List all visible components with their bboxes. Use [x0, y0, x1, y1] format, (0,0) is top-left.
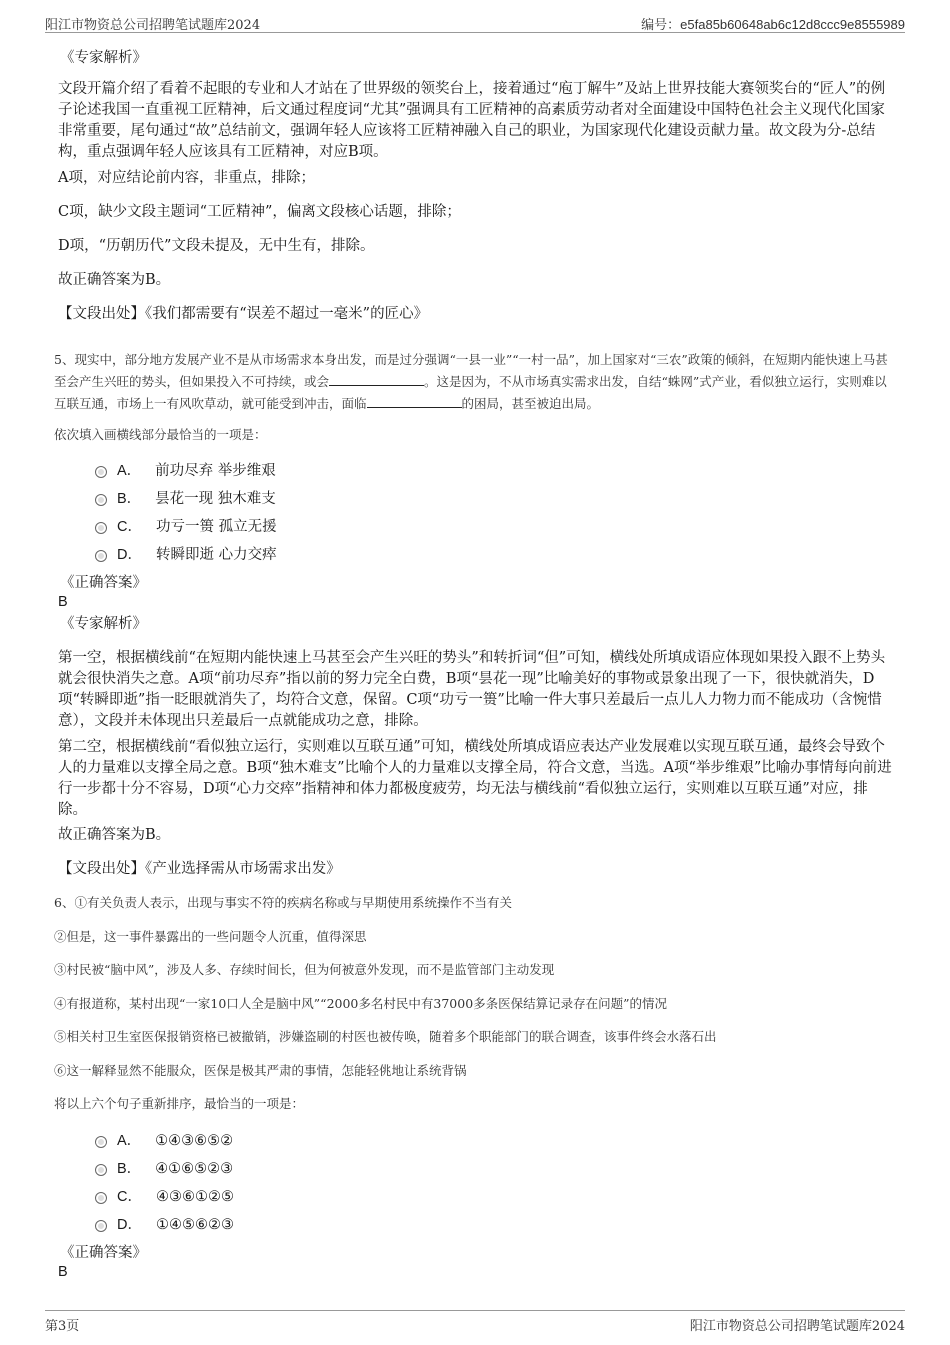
radio-icon[interactable]	[95, 466, 107, 478]
page-number: 第3页	[45, 1319, 80, 1334]
expert-analysis-label: 《专家解析》	[60, 50, 147, 66]
page-footer	[45, 1310, 905, 1335]
q6-option-d[interactable]: D． ①④⑤⑥②③	[95, 1215, 234, 1235]
q5-answer-label: 《正确答案》	[60, 575, 147, 591]
q6-answer: B	[58, 1264, 68, 1280]
q5-stem: 5、现实中，部分地方发展产业不是从市场需求本身出发，而是过分强调“一县一业”“一村一品”，加上国家对“三农”政策的倾斜，在短期内能快速上马甚至会产生兴旺的势头，但如果投入不可持续，或会 。这是因为，不从市场真实需求出发，自结“蛛网”式产业，看似独立运行，实则难以互联互通，市场上一有风吹草动，就可能受到冲击，面临 的困局，甚至被迫出局。	[54, 352, 888, 411]
radio-icon[interactable]	[95, 494, 107, 506]
q6-sentence-4: ④有报道称，某村出现“一家10口人全是脑中风”“2000多名村民中有37000多条医保结算记录存在问题”的情况	[54, 996, 668, 1011]
analysis-conclusion: 故正确答案为B。	[58, 272, 171, 288]
q5-option-b[interactable]: B． 昙花一现 独木难支	[95, 489, 276, 509]
radio-icon[interactable]	[95, 522, 107, 534]
radio-icon[interactable]	[95, 1164, 107, 1176]
q5-blank-1	[329, 371, 424, 386]
q6-option-c[interactable]: C． ④③⑥①②⑤	[95, 1187, 234, 1207]
source-citation: 【文段出处】《我们都需要有“误差不超过一毫米”的匠心》	[58, 306, 429, 322]
q5-option-d[interactable]: D． 转瞬即逝 心力交瘁	[95, 545, 277, 565]
q5-prompt: 依次填入画横线部分最恰当的一项是：	[54, 427, 267, 442]
q5-option-c[interactable]: C． 功亏一篑 孤立无援	[95, 517, 277, 537]
q6-sentence-5: ⑤相关村卫生室医保报销资格已被撤销，涉嫌盗刷的村医也被传唤，随着多个职能部门的联合调查，该事件终会水落石出	[54, 1029, 717, 1044]
q5-answer: B	[58, 594, 68, 610]
q5-conclusion: 故正确答案为B。	[58, 827, 171, 843]
header-doc-id: 编号：e5fa85b60648ab6c12d8ccc9e8555989	[641, 17, 905, 32]
q5-option-a[interactable]: A． 前功尽弃 举步维艰	[95, 461, 276, 481]
q6-prompt: 将以上六个句子重新排序，最恰当的一项是：	[54, 1096, 305, 1111]
page-header	[45, 8, 905, 33]
q6-option-b[interactable]: B． ④①⑥⑤②③	[95, 1159, 233, 1179]
q5-source: 【文段出处】《产业选择需从市场需求出发》	[58, 861, 341, 877]
analysis-item-d: D项，“历朝历代”文段未提及，无中生有，排除。	[58, 238, 375, 254]
footer-title: 阳江市物资总公司招聘笔试题库2024	[689, 1319, 905, 1334]
header-title: 阳江市物资总公司招聘笔试题库2024	[45, 18, 261, 33]
q6-sentence-2: ②但是，这一事件暴露出的一些问题令人沉重，值得深思	[54, 929, 367, 944]
q5-analysis-1: 第一空，根据横线前“在短期内能快速上马甚至会产生兴旺的势头”和转折词“但”可知，横线处所填成语应体现如果投入跟不上势头就会很快消失之意。A项“前功尽弃”指以前的努力完全白费，B项“昙花一现”比喻美好的事物或景象出现了一下，很快就消失，D项“转瞬即逝”指一眨眼就消失了，均符合文意，保留。C项“功亏一篑”比喻一件大事只差最后一点儿人力物力而不能成功（含惋惜意），文段并未体现出只差最后一点就能成功之意，排除。	[58, 650, 886, 729]
q6-sentence-3: ③村民被“脑中风”，涉及人多、存续时间长，但为何被意外发现，而不是监管部门主动发现	[54, 962, 555, 977]
q5-expert-label: 《专家解析》	[60, 616, 147, 632]
radio-icon[interactable]	[95, 1136, 107, 1148]
q5-analysis-2: 第二空，根据横线前“看似独立运行，实则难以互联互通”可知，横线处所填成语应表达产业发展难以实现互联互通，最终会导致个人的力量难以支撑全局之意。B项“独木难支”比喻个人的力量难以支撑全局，符合文意，当选。A项“举步维艰”比喻办事情每向前进行一步都十分不容易，D项“心力交瘁”指精神和体力都极度疲劳，均无法与横线前“看似独立运行，实则难以互联互通”对应，排除。	[58, 739, 892, 818]
q6-option-a[interactable]: A． ①④③⑥⑤②	[95, 1131, 233, 1151]
analysis-paragraph: 文段开篇介绍了看着不起眼的专业和人才站在了世界级的领奖台上，接着通过“庖丁解牛”及站上世界技能大赛领奖台的“匠人”的例子论述我国一直重视工匠精神，后文通过程度词“尤其”强调具有工匠精神的高素质劳动者对全面建设中国特色社会主义现代化国家非常重要，尾句通过“故”总结前文，强调年轻人应该将工匠精神融入自己的职业，为国家现代化建设贡献力量。故文段为分-总结构，重点强调年轻人应该具有工匠精神，对应B项。	[58, 81, 886, 160]
radio-icon[interactable]	[95, 550, 107, 562]
q6-sentence-1: 6、①有关负责人表示，出现与事实不符的疾病名称或与早期使用系统操作不当有关	[54, 895, 512, 910]
radio-icon[interactable]	[95, 1220, 107, 1232]
q5-blank-2	[367, 393, 462, 408]
analysis-item-a: A项，对应结论前内容，非重点，排除；	[58, 170, 315, 186]
analysis-item-c: C项，缺少文段主题词“工匠精神”，偏离文段核心话题，排除；	[58, 204, 461, 220]
q6-answer-label: 《正确答案》	[60, 1245, 147, 1261]
q6-sentence-6: ⑥这一解释显然不能服众，医保是极其严肃的事情，怎能轻佻地让系统背锅	[54, 1063, 467, 1078]
radio-icon[interactable]	[95, 1192, 107, 1204]
